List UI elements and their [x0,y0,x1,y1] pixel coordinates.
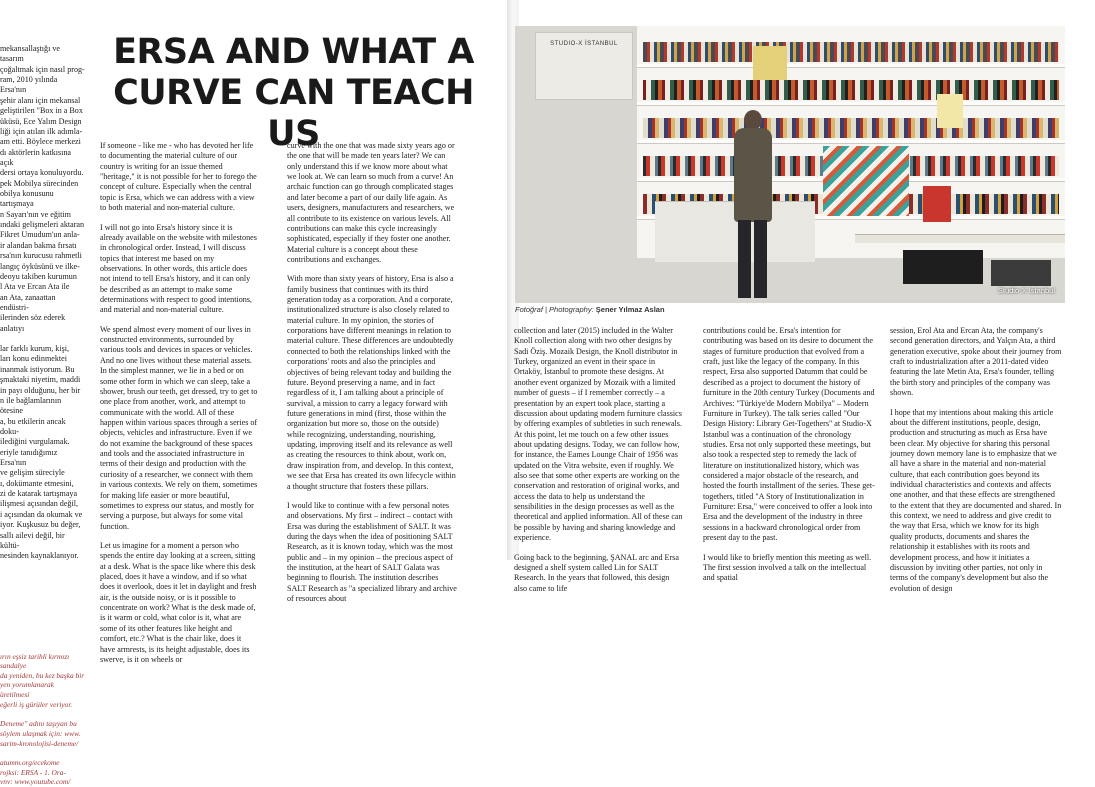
fragment-line: şehir alanı için mekansal [0,95,81,105]
left-page-fragment [0,44,85,787]
fragment-line: ları konu edinmektei [0,354,67,364]
fragment-line: eriyle tanıdığımız Ersa'nın [0,447,58,468]
fragment-line: in payı olduğunu, her bir [0,385,81,395]
note-line: Deneme" adını taşıyan bu [0,719,77,729]
fragment-body [0,44,85,562]
column-5-body [890,326,1062,594]
fragment-line: çoğaltmak için nasıl prog- [0,64,85,74]
fragment-line: iyor. Kuşkusuz bu değer, [0,520,81,530]
caption-prefix: Fotoğraf | Photography: [515,305,594,314]
fragment-line: l Ata ve Ercan Ata ile [0,282,70,292]
fragment-line: an Ata, zanaattan endüstri- [0,292,56,312]
display-table [855,234,1065,243]
note-line: ırın eşsiz tarihli kırmızı sandalye [0,651,70,671]
studio-x-sign [535,32,633,100]
fragment-line: dı aktörlerin katkısına açık [0,147,72,167]
paragraph: Let us imagine for a moment a person who spends the entire day looking at a screen, sitting at a desk. What is the space like where this desk placed, does it have a window, and if so what does it overlook, does it let in daylight and fresh air, is the outside noisy, or is it possible to concentrate on work? What is the desk made of, is it warm or cold, what color is it, what are some of its other features like height and comfort, etc.? What is the chair like, does it have armrests, is its height adjustable, does its swerve, is it on wheels or [100,540,257,664]
column-5 [890,326,1062,593]
fragment-line: geliştirilen "Box in a Box [0,106,83,116]
paragraph: With more than sixty years of history, Ersa is also a family business that continues with its third generation today as a corporation. And a corporate, institutionalized structure is also closely related to material culture. In my opinion, the stories of corporations have different meanings in relation to material culture. These differences are undoubtedly connected to both the relationships linked with the corporations' roots and also the principles and objectives of being relevant today and building the future. Beyond preserving a name, and in fact regardless of it, I am talking about a principle of survival, a mission to carry a legacy forward with future generations in mind (first, those within the organization but more so, those on the outside) while recognizing, understanding, nourishing, updating, improving itself and its relevance as well as creating the resources to think about, work on, draw inspiration from, and develop. In this context, we see that Ersa has created its own lifecycle within a thought structure that fosters these pillars. [287,274,456,491]
fragment-line: a, bu etkilerin ancak doku- [0,416,66,436]
fragment-line: nesinden kaynaklanıyor. [0,551,79,561]
fragment-line: ilişmesi açısından değil, [0,499,79,509]
fragment-line: Fikret Umudum'un anla- [0,230,80,240]
photographer-name: Şener Yılmaz Aslan [595,305,665,314]
column-3-body [514,326,684,594]
paragraph: collection and later (2015) included in the Walter Knoll collection along with two other designs by Sadi Öziş. Mozaik Design, the Knoll distributor in Turkey, organized an event in their space in Ortaköy, İstanbul to promote these designs. At another event organized by Mozaik with a limited number of guests – if I remember correctly – a presentation by an expert took place, starting a discussion about updating modern furniture classics by offering examples of subtleties in such renewals. At this point, let me touch on a few other issues about updating designs. Today, we can follow how, for instance, the Eames Lounge Chair of 1956 was updated on the Vitra website, even if roughly. We also see that some other experts are working on the conservation and restoration of original works, and access the data to help us understand the sensibilities in the design processes as well as the theoretical and applied information. All of these can be possible by having and sharing knowledge and experience. [514,326,683,543]
fragment-line: dersi ortaya konuluyordu. [0,168,84,178]
paragraph: I would like to continue with a few personal notes and observations. My first – indirect – contact with Ersa was during the establishment of SALT. It was during the days when the idea of positioning SALT Research, as it is known today, which was the most public and – in my opinion – the precious aspect of the institution, at the heart of SALT Galata was beginning to flourish. The institution describes SALT Research as "a specialized library and archive of resources about [287,500,457,604]
note-line: rojksi: ERSA - 1. Ora- [0,767,66,777]
fragment-line: n ile bağlamlarının ötesine [0,395,62,416]
note-line: sarim-kronolojisi-deneme/ [0,738,79,748]
fragment-line: ve gelişim süreciyle [0,468,65,478]
column-4-body [703,326,875,584]
photo-watermark: Studio-X Istanbul [997,286,1055,295]
note-line [0,748,85,758]
fragment-line: lar farklı kurum, kişi, [0,344,70,354]
note-line: yen yorumlanarak üretilmesi [0,680,54,700]
fragment-line: zi de katarak tartışmaya [0,489,78,499]
fragment-line: ilediğini vurgulamak. [0,437,70,447]
fragment-line: ı, dokümante etmesini, [0,478,74,488]
fragment-notes [0,652,85,787]
fragment-line: ındaki gelişmeleri aktaran [0,220,85,230]
person-figure [730,110,776,300]
fragment-line: pek Mobilya sürecinden [0,178,79,188]
bookshelf-photo [515,26,1065,303]
paragraph: I hope that my intentions about making this article about the different institutions, people, design, production and structuring as much as Ersa have been clear. My objective for sharing this personal journey down memory lane is to emphasize that we all have a share in the material and non-material culture, that each contribution goes beyond its individual characteristics and contexts and affects one another, and that these effects are strengthened to the extent that they are documented and shared. In this context, we need to address and give credit to the way that Ersa, which we know for its high quality products, documents and shares the relationship it establishes with its roots and development process, and how it initiates a discussion by inviting other parties, not only in terms of the company's development but also the evolution of design [890,407,1062,593]
note-line [0,709,85,719]
fragment-line: şmaktaki niyetim, maddi [0,375,81,385]
note-line: vnv: www.youtube.com/ [0,777,71,787]
fragment-line: mekansallaştığı ve tasarım [0,44,61,64]
fragment-line: liği için atılan ilk adımla- [0,126,83,136]
fragment-line: deoyu takiben kurumun [0,271,77,281]
fragment-line: ram, 2010 yılında Ersa'nın [0,75,58,95]
article-title: ERSA AND WHAT A CURVE CAN TEACH US [113,32,474,154]
photo-caption [515,305,1015,314]
column-3 [514,326,684,593]
paragraph: We spend almost every moment of our lives in constructed environments, surrounded by various tools and devices in spaces or vehicles. And no one lives without these material assets. In the simplest manner, we lie in a bed or on some other form in which we can sleep, take a shower, brush our teeth, get dressed, try to get to one place from another, work, and attempt to communicate with the world. All of these happen within various spaces through a series of objects, vehicles and infrastructure. Even if we do not examine the background of these spaces and tools and the associated infrastructure in terms of their design and production with the curiosity of a researcher, we connect with them in various contexts. We rely on them, sometimes for making life easier or more beautiful, sometimes to express our status, and mostly for serving a purpose, but always for some vital function. [100,324,258,531]
fragment-line: n Sayarı'nın ve eğitim [0,209,71,219]
fragment-line: ilerinden söz ederek anlatıyı [0,313,66,333]
fragment-line: sallı ailevi değil, bir kültü- [0,530,65,550]
note-line: eğerli iş gürüler veriyor. [0,699,73,709]
fragment-line: i açısından da okumak ve [0,509,83,519]
note-line: da yeniden, bu kez başka bir [0,670,85,680]
column-1 [100,141,258,664]
paragraph: curve with the one that was made sixty years ago or the one that will be made ten years later? We can only understand this if we know more about what we look at. We can learn so much from a curve! An archaic function can go through complicated stages and later become a part of our daily life again. As users, designers, manufacturers and researchers, we all contribute to its existence on various levels. All contributions can make this cycle increasingly sophisticated, especially if they foster one another. Material culture is a concept about these contributions and exchanges. [287,141,455,264]
fragment-line: ir alandan bakma fırsatı [0,240,77,250]
column-4 [703,326,875,583]
paragraph: If someone - like me - who has devoted her life to documenting the material culture of our country is writing for an issue themed "heritage," it is not possible for her to forego the concept of culture. Especially when the central topic is Ersa, which we can address with a view to both material and non-material culture. [100,141,257,213]
paragraph: I will not go into Ersa's history since it is already available on the website with milestones in chronological order. Instead, I will discuss topics that interest me based on my observations. In other words, this article does not intend to tell Ersa's history, and it can only be described as an attempt to make some determinations with respect to good intentions, and material and non-material culture. [100,222,257,315]
fragment-line: obilya konusunu tartışmaya [0,189,54,209]
fragment-line: langıç öyküsünü ve ilke- [0,261,80,271]
fragment-line: üküsü, Ece Yalım Design [0,116,82,126]
paragraph: I would like to briefly mention this meeting as well. The first session involved a talk on the intellectual and spatial [703,552,872,583]
fragment-line: inanmak istiyorum. Bu [0,364,75,374]
column-1-body [100,141,258,665]
paragraph: session, Erol Ata and Ercan Ata, the company's second generation directors, and Yalçın Ata, a third generation executive, spoke about their journey from craft to industrialization after a 2011-dated video featuring the late Metin Ata, Ersa's founder, telling the birth story and principles of the company was shown. [890,326,1062,398]
column-2-body [287,141,457,604]
note-line: atumm.org/ecekome [0,758,60,768]
fragment-line [0,334,85,344]
paragraph: contributions could be. Ersa's intention for contributing was based on its desire to document the stages of furniture production that evolved from a craft, just like the legacy of the company. In this respect, Ersa also supported Datumm that could be described as a project to document the history of furniture in the 20th century Turkey (Documents and Archives: "Türkiye'de Modern Mobilya" – Modern Furniture in Turkey). The talk series called "Our Design History: Library Get-Togethers" at Studio-X Istanbul was a continuation of the chronology studies. Ersa not only supported these meetings, but also took a respected step to remedy the lack of literature on institutionalized history, which was considered a major obstacle of the research, and hosted the fourth installment of the series. These get-togethers, titled "A Story of Institutionalization in Furniture: Ersa," were conceived to offer a look into Ersa and the development of the industry in three sessions in a backward chronological order from present day to the past. [703,326,875,543]
note-line: söylem ulaşmak için: www. [0,728,81,738]
fragment-line: rsa'nın kurucusu rahmetli [0,251,82,261]
sign-text: STUDIO-X İSTANBUL [550,41,618,47]
fragment-line: am etti. Böylece merkezi [0,137,81,147]
paragraph: Going back to the beginning, ŞANAL arc and Ersa designed a shelf system called Lin for SALT Research. In the years that followed, this design also came to life [514,552,679,593]
column-2 [287,141,457,604]
